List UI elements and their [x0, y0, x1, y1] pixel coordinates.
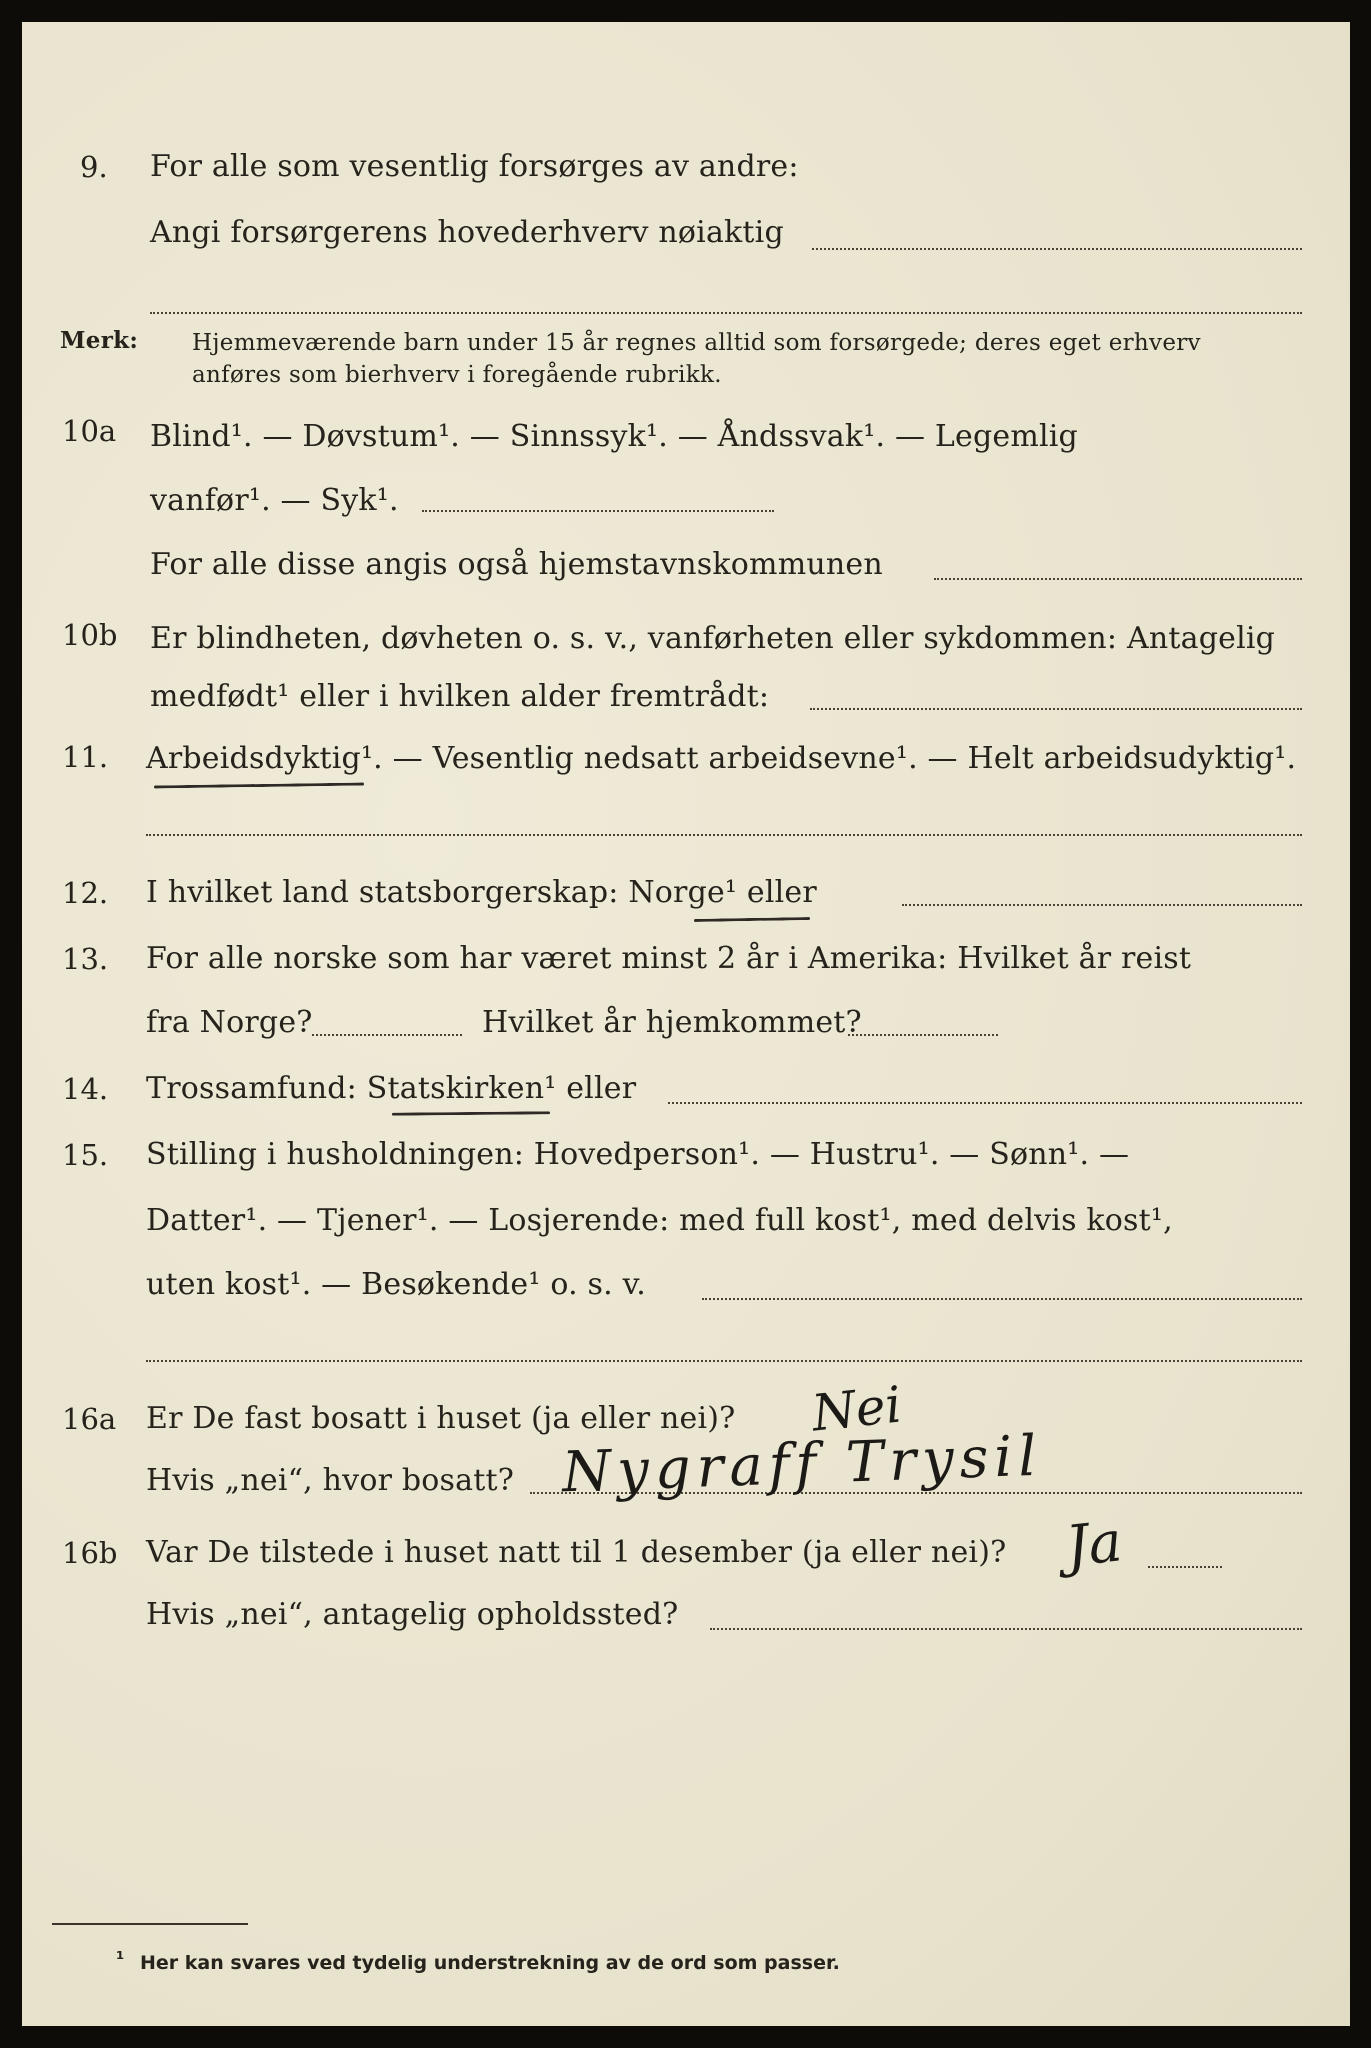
- q15-line3: uten kost¹. — Besøkende¹ o. s. v.: [146, 1267, 646, 1302]
- merk-line2: anføres som bierhverv i foregående rubrikk.: [192, 362, 722, 388]
- q12-number: 12.: [62, 876, 109, 910]
- q10a-home-answer-line[interactable]: [934, 578, 1302, 580]
- q13-line1: For alle norske som har været minst 2 år i Amerika: Hvilket år reist: [146, 941, 1192, 976]
- q10a-number: 10a: [62, 414, 117, 448]
- footnote-mark: ¹: [116, 1948, 125, 1970]
- q14-number: 14.: [62, 1072, 109, 1106]
- q16b-number: 16b: [62, 1536, 118, 1570]
- q15-answer-line-2[interactable]: [146, 1360, 1302, 1362]
- q16a-line2: Hvis „nei“, hvor bosatt?: [146, 1463, 515, 1498]
- q16a-line1: Er De fast bosatt i huset (ja eller nei)?: [146, 1401, 736, 1436]
- q13-line2b: Hvilket år hjemkommet?: [482, 1005, 862, 1040]
- q15-line1: Stilling i husholdningen: Hovedperson¹. — Hustru¹. — Sønn¹. —: [146, 1137, 1130, 1172]
- merk-label: Merk:: [60, 327, 139, 354]
- q13-return-answer-line[interactable]: [848, 1034, 998, 1036]
- q12-text: I hvilket land statsborgerskap: Norge¹ eller: [146, 875, 817, 910]
- q11-handwritten-underline: [154, 783, 364, 789]
- q10a-line2: vanfør¹. — Syk¹.: [150, 483, 399, 518]
- q15-answer-line[interactable]: [702, 1298, 1302, 1300]
- q10b-line1: Er blindheten, døvheten o. s. v., vanførheten eller sykdommen: Antagelig: [150, 621, 1276, 656]
- q16b-line1: Var De tilstede i huset natt til 1 desember (ja eller nei)?: [146, 1535, 1007, 1570]
- q16a-handwritten-residence: Nygraff Trysil: [561, 1423, 1044, 1506]
- q15-number: 15.: [62, 1138, 109, 1172]
- q16b-handwritten-answer: Ja: [1062, 1509, 1126, 1580]
- q10a-answer-line[interactable]: [422, 510, 774, 512]
- q16b-line2: Hvis „nei“, antagelig opholdssted?: [146, 1597, 679, 1632]
- q10b-line2: medfødt¹ eller i hvilken alder fremtrådt:: [150, 679, 770, 714]
- merk-line1: Hjemmeværende barn under 15 år regnes alltid som forsørgede; deres eget erhverv: [192, 330, 1201, 356]
- q16a-handwritten-answer: Nei: [809, 1375, 905, 1443]
- q13-departure-answer-line[interactable]: [312, 1034, 462, 1036]
- q11-number: 11.: [62, 740, 109, 774]
- q15-line2: Datter¹. — Tjener¹. — Losjerende: med full kost¹, med delvis kost¹,: [146, 1203, 1173, 1238]
- q12-handwritten-underline: [694, 917, 810, 922]
- q9-answer-line[interactable]: [812, 248, 1302, 250]
- q10a-line1: Blind¹. — Døvstum¹. — Sinnssyk¹. — Åndssvak¹. — Legemlig: [150, 419, 1078, 454]
- q10b-number: 10b: [62, 618, 118, 652]
- footnote-text: Her kan svares ved tydelig understrekning av de ord som passer.: [140, 1952, 840, 1974]
- q9-answer-line-2[interactable]: [150, 312, 1302, 314]
- q16b-answer-line[interactable]: [1148, 1566, 1222, 1568]
- q11-text: Arbeidsdyktig¹. — Vesentlig nedsatt arbeidsevne¹. — Helt arbeidsudyktig¹.: [146, 741, 1297, 776]
- q10b-answer-line[interactable]: [810, 708, 1302, 710]
- q13-line2a: fra Norge?: [146, 1005, 313, 1040]
- q13-number: 13.: [62, 942, 109, 976]
- q12-answer-line[interactable]: [902, 904, 1302, 906]
- q14-text: Trossamfund: Statskirken¹ eller: [146, 1071, 637, 1106]
- q9-line1: For alle som vesentlig forsørges av andre:: [150, 149, 799, 184]
- q16a-number: 16a: [62, 1402, 117, 1436]
- q16b-stay-answer-line[interactable]: [710, 1628, 1302, 1630]
- q9-line2: Angi forsørgerens hovederhverv nøiaktig: [150, 215, 784, 250]
- q10a-line3: For alle disse angis også hjemstavnskommunen: [150, 547, 883, 582]
- q14-handwritten-underline: [392, 1111, 550, 1115]
- q11-answer-line[interactable]: [146, 834, 1302, 836]
- census-form-page: [22, 22, 1350, 2026]
- q9-number: 9.: [80, 150, 108, 184]
- q14-answer-line[interactable]: [668, 1102, 1302, 1104]
- footnote-divider: [52, 1923, 248, 1925]
